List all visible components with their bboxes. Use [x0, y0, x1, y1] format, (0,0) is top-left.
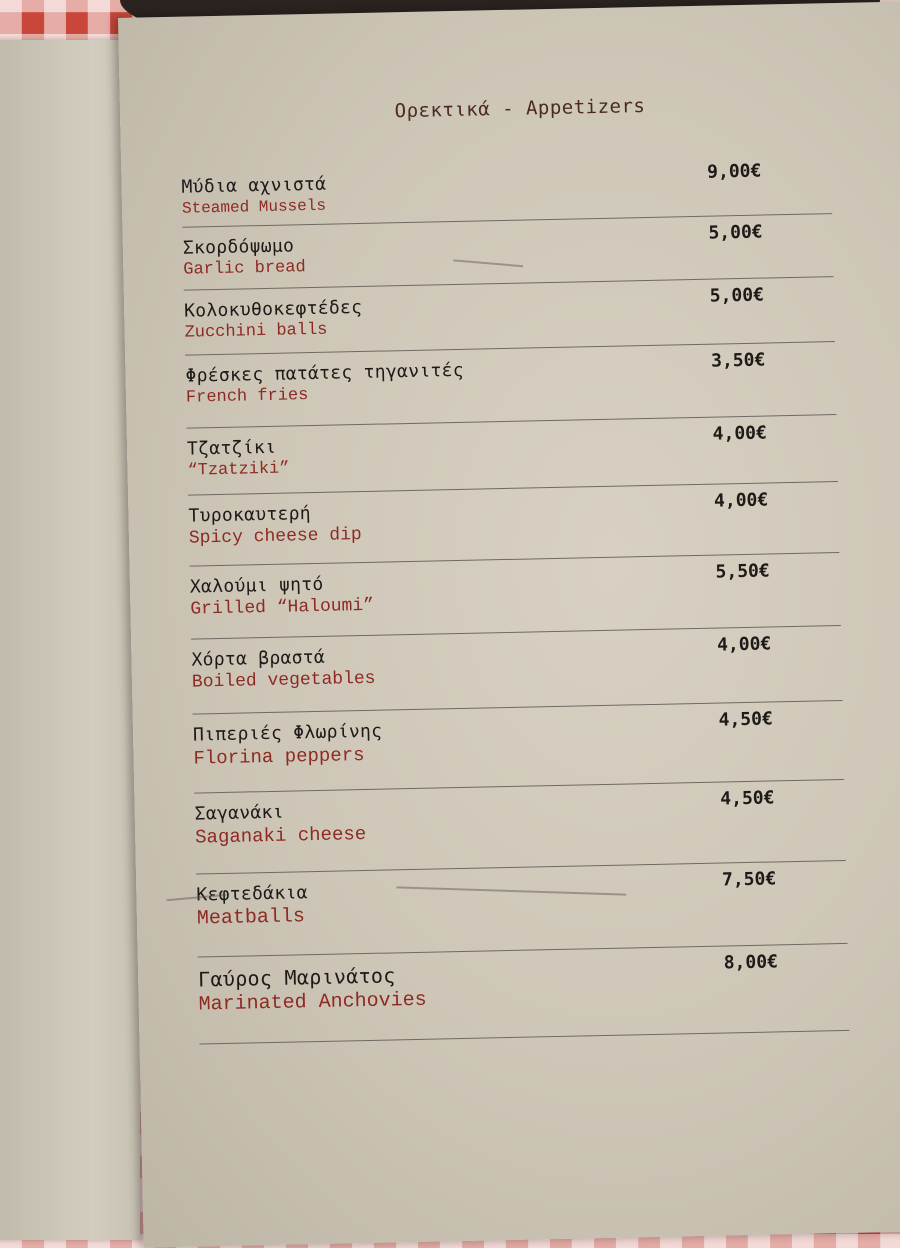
- item-name-greek: Γαύρος Μαρινάτος: [197, 963, 396, 992]
- item-price: 4,00€: [712, 422, 768, 445]
- item-price: 5,00€: [709, 284, 765, 307]
- item-price: 9,00€: [706, 160, 762, 183]
- menu-item: [198, 944, 850, 1045]
- item-price: 4,50€: [720, 787, 775, 810]
- item-name-english: Boiled vegetables: [191, 668, 376, 693]
- item-name-greek: Χαλούμι ψητό: [189, 573, 324, 598]
- item-name-greek: Τζατζίκι: [186, 436, 277, 460]
- item-name-greek: Κολοκυθοκεφτέδες: [183, 296, 363, 322]
- item-name-greek: Κεφτεδάκια: [196, 882, 308, 906]
- item-name-greek: Φρέσκες πατάτες τηγανιτές: [185, 359, 465, 387]
- item-name-english: Grilled “Haloumi”: [190, 595, 375, 620]
- item-name-english: Spicy cheese dip: [188, 525, 362, 549]
- menu-item: [193, 701, 845, 794]
- menu-item: [196, 861, 848, 958]
- item-name-greek: Χόρτα βραστά: [191, 646, 326, 671]
- previous-page: [0, 40, 140, 1240]
- item-price: 3,50€: [710, 349, 766, 372]
- menu-title: Ορεκτικά - Appetizers: [394, 94, 646, 123]
- item-price: 5,00€: [708, 221, 763, 244]
- item-name-greek: Σαγανάκι: [194, 801, 284, 825]
- item-name-english: Meatballs: [196, 905, 306, 931]
- item-price: 7,50€: [721, 868, 777, 891]
- menu-item: [190, 553, 841, 640]
- menu-list: [181, 153, 849, 1044]
- item-price: 8,00€: [723, 951, 779, 974]
- item-name-english: Marinated Anchovies: [198, 988, 427, 1017]
- item-price: 4,00€: [713, 489, 769, 512]
- menu-item: [191, 626, 842, 715]
- item-name-english: Zucchini balls: [184, 320, 328, 343]
- menu-item: [188, 482, 839, 567]
- item-name-english: French fries: [185, 386, 309, 408]
- item-name-english: Garlic bread: [183, 258, 306, 280]
- item-name-english: Saganaki cheese: [194, 822, 367, 849]
- item-name-english: Florina peppers: [193, 744, 365, 770]
- menu-page: [118, 1, 900, 1247]
- item-name-english: Steamed Mussels: [181, 196, 327, 218]
- item-price: 4,50€: [718, 708, 774, 731]
- item-name-english: “Tzatziki”: [187, 459, 290, 481]
- item-name-greek: Πιπεριές Φλωρίνης: [192, 720, 383, 746]
- item-name-greek: Τυροκαυτερή: [188, 503, 312, 527]
- item-price: 4,00€: [716, 633, 772, 656]
- menu-item: [185, 342, 836, 429]
- item-price: 5,50€: [715, 560, 770, 583]
- item-name-greek: Μύδια αχνιστά: [181, 173, 327, 198]
- item-name-greek: Σκορδόψωμο: [182, 235, 295, 259]
- menu-item: [194, 780, 846, 875]
